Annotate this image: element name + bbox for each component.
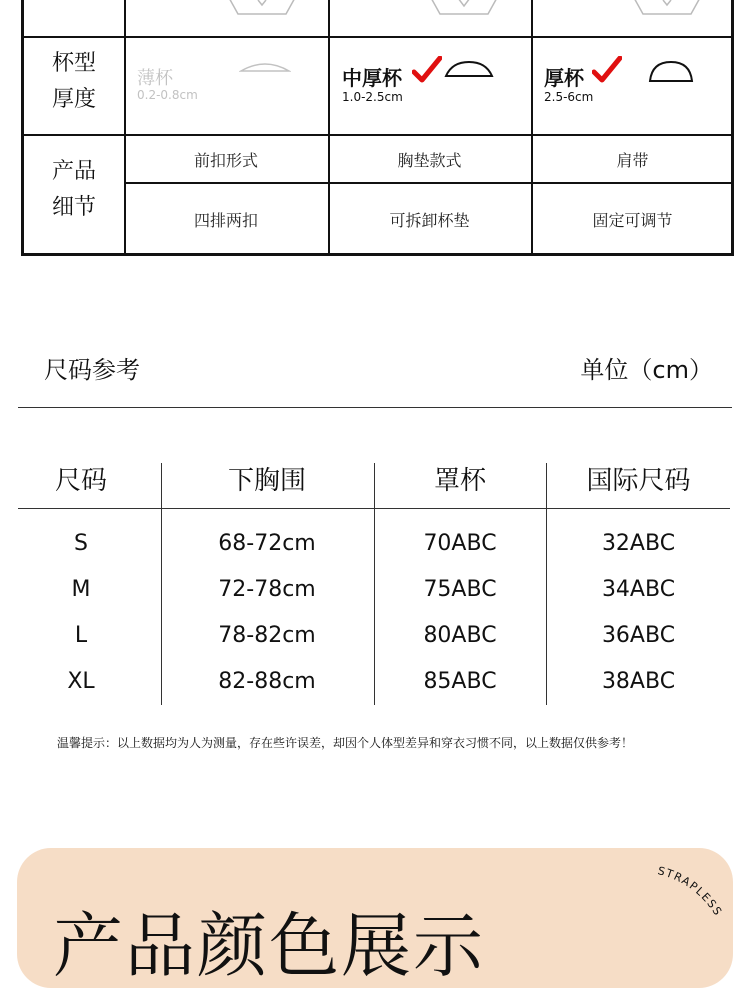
banner-title: 产品颜色展示: [53, 905, 485, 987]
size-table: [18, 455, 730, 705]
size-reference-title: 尺码参考: [44, 356, 140, 384]
table-divider: [24, 36, 731, 38]
thick-cup-icon: [648, 60, 694, 84]
thin-cup-icon: [239, 60, 291, 74]
cup-outline-icon: [629, 0, 705, 18]
table-cell: 36ABC: [601, 623, 676, 648]
table-divider: [124, 182, 731, 184]
cup-outline-icon: [426, 0, 502, 18]
column-header-underbust: 下胸围: [227, 466, 306, 496]
table-cell: 68-72cm: [218, 531, 316, 556]
table-cell: 32ABC: [601, 531, 676, 556]
table-cell: XL: [67, 669, 95, 694]
column-header-cup: 罩杯: [433, 466, 486, 496]
table-divider: [24, 134, 731, 136]
table-cell: 85ABC: [423, 669, 497, 694]
header-divider: [18, 508, 730, 509]
label-line: 细节: [51, 195, 96, 220]
thickness-row-label: [24, 46, 124, 118]
strap-value: 固定可调节: [592, 211, 673, 230]
strap-header: 肩带: [616, 151, 649, 170]
strapless-tag: [647, 856, 737, 946]
thick-cup-range: 2.5-6cm: [544, 90, 594, 104]
table-cell: S: [74, 531, 88, 556]
column-header-size: 尺码: [54, 466, 107, 496]
table-cell: 82-88cm: [218, 669, 316, 694]
closure-value: 四排两扣: [193, 211, 258, 230]
table-cell: L: [74, 623, 88, 648]
label-line: 产品: [51, 159, 96, 184]
svg-text:STRAPLESS: [656, 864, 725, 918]
column-header-intl-size: 国际尺码: [586, 466, 691, 496]
cup-outline-icon: [224, 0, 300, 18]
medium-cup-title: 中厚杯: [342, 66, 402, 90]
measurement-notice: 温馨提示：以上数据均为人为测量，存在些许误差，却因个人体型差异和穿衣习惯不同，以上数据仅供参考！: [57, 736, 634, 750]
details-row-label: [24, 154, 124, 226]
table-cell: 78-82cm: [218, 623, 316, 648]
table-cell: 70ABC: [423, 531, 497, 556]
section-divider: [18, 407, 732, 408]
table-cell: 75ABC: [423, 577, 497, 602]
checkmark-icon: [412, 56, 442, 84]
closure-header: 前扣形式: [193, 151, 258, 170]
thin-cup-range: 0.2-0.8cm: [137, 88, 198, 102]
table-cell: 80ABC: [423, 623, 497, 648]
pad-style-value: 可拆卸杯垫: [389, 211, 470, 230]
table-cell: 34ABC: [601, 577, 676, 602]
product-detail-table: [21, 0, 734, 256]
checkmark-icon: [592, 56, 622, 84]
strapless-text: STRAPLESS: [656, 864, 725, 919]
pad-style-header: 胸垫款式: [397, 151, 462, 170]
table-cell: 38ABC: [601, 669, 676, 694]
table-cell: M: [71, 577, 91, 602]
label-line: 厚度: [51, 87, 96, 112]
thin-cup-title: 薄杯: [137, 68, 173, 89]
medium-cup-icon: [444, 60, 494, 80]
label-line: 杯型: [51, 51, 96, 76]
medium-cup-range: 1.0-2.5cm: [342, 90, 403, 104]
color-display-banner: [17, 848, 733, 988]
table-cell: 72-78cm: [218, 577, 316, 602]
thick-cup-title: 厚杯: [544, 66, 584, 90]
unit-label: 单位（cm）: [580, 356, 713, 384]
